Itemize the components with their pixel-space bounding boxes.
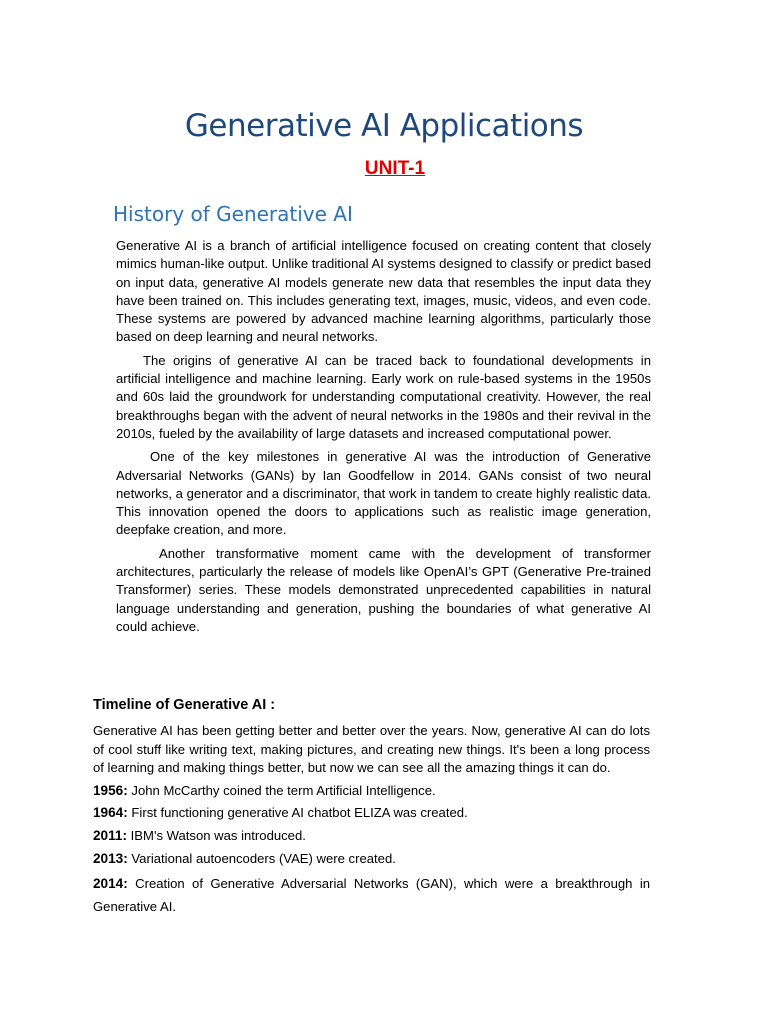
event-text: First functioning generative AI chatbot ELIZA was created.	[131, 805, 468, 821]
timeline-intro: Generative AI has been getting better and better over the years. Now, generative AI can do lots of cool stuff like writing text, making pictures, and creating new things. It's been a long process of learning and making things better, but now we can see all the amazing things it can do.	[93, 723, 650, 776]
event-text: IBM's Watson was introduced.	[130, 827, 306, 843]
timeline-event	[93, 872, 650, 918]
event-text: Creation of Generative Adversarial Networks (GAN), which were a breakthrough in Generative AI.	[93, 876, 651, 915]
history-paragraph-3: One of the key milestones in generative AI was the introduction of Generative Adversarial Networks (GANs) by Ian Goodfellow in 2014. GANs consist of two neural networks, a generator and a discriminator, that work in tandem to create highly realistic data. This innovation opened the doors to applications such as realistic image generation, deepfake creation, and more.	[116, 449, 651, 538]
event-text: Variational autoencoders (VAE) were created.	[131, 850, 396, 866]
event-year: 2014:	[93, 876, 128, 892]
history-section	[116, 237, 651, 641]
history-heading: History of Generative AI	[113, 202, 353, 226]
document-title: Generative AI Applications	[184, 108, 584, 144]
timeline-event	[93, 782, 650, 801]
history-paragraph-4: Another transformative moment came with the development of transformer architectures, particularly the release of models like OpenAI’s GPT (Generative Pre-trained Transformer) series. These models demonstrated unprecedented capabilities in natural language understanding and generation, pushing the boundaries of what generative AI could achieve.	[116, 545, 651, 634]
timeline-event	[93, 827, 650, 846]
timeline-event	[93, 850, 650, 869]
history-paragraph-1: Generative AI is a branch of artificial intelligence focused on creating content that closely mimics human-like output. Unlike traditional AI systems designed to classify or predict based on input data, generative AI models generate new data that resembles the input data they have been trained on. This includes generating text, images, music, videos, and even code. These systems are powered by advanced machine learning algorithms, particularly those based on deep learning and neural networks.	[116, 238, 651, 345]
timeline-section	[93, 722, 650, 922]
timeline-heading: Timeline of Generative AI :	[93, 697, 276, 713]
timeline-event	[93, 804, 650, 823]
event-year: 2011:	[93, 827, 128, 843]
event-year: 2013:	[93, 850, 128, 866]
event-year: 1964:	[93, 805, 128, 821]
event-text: John McCarthy coined the term Artificial Intelligence.	[131, 782, 436, 798]
event-year: 1956:	[93, 782, 128, 798]
history-paragraph-2: The origins of generative AI can be traced back to foundational developments in artificial intelligence and machine learning. Early work on rule-based systems in the 1950s and 60s laid the groundwork for understanding computational creativity. However, the real breakthroughs began with the advent of neural networks in the 1980s and their revival in the 2010s, fueled by the availability of large datasets and increased computational power.	[116, 352, 651, 441]
unit-label: UNIT-1	[364, 158, 426, 179]
